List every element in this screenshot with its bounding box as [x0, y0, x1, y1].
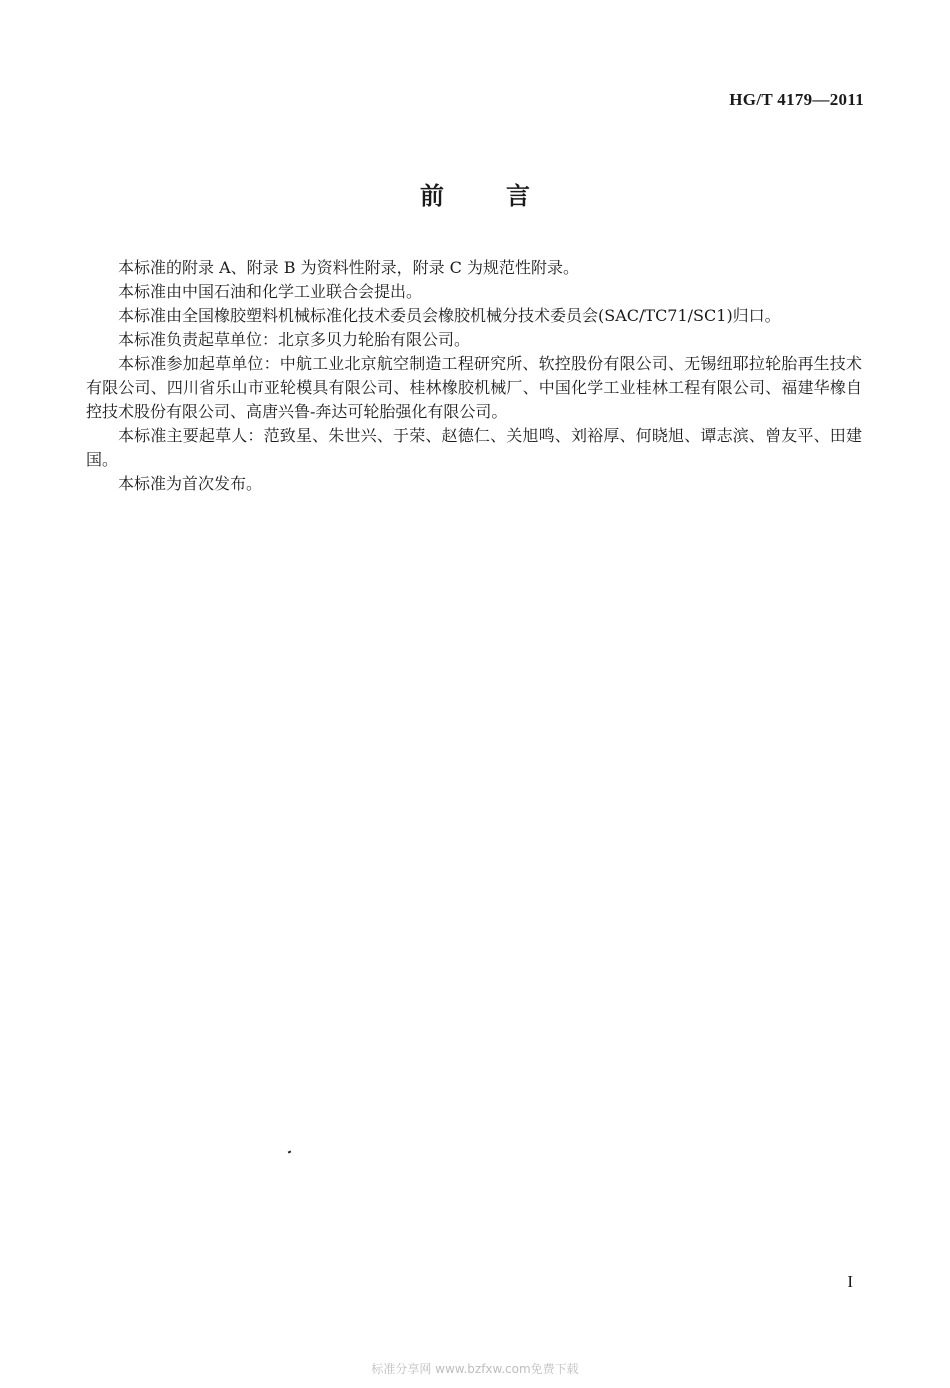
- watermark: 标准分享网 www.bzfxw.com免费下载: [371, 1362, 579, 1376]
- scan-speck: [288, 1150, 292, 1153]
- paragraph-proposer: 本标准由中国石油和化学工业联合会提出。: [118, 282, 423, 301]
- paragraph-main-drafters: 本标准主要起草人：范致星、朱世兴、于荣、赵德仁、关旭鸣、刘裕厚、何晓旭、谭志滨、曾友平、田建国。: [86, 426, 862, 469]
- paragraph-appendix: 本标准的附录 A、附录 B 为资料性附录，附录 C 为规范性附录。: [118, 258, 579, 277]
- page-title: 前言: [420, 182, 592, 210]
- paragraph-first-release: 本标准为首次发布。: [118, 474, 263, 493]
- foreword-body: [86, 256, 862, 496]
- standard-code: HG/T 4179—2011: [729, 90, 864, 109]
- paragraph-lead-drafter: 本标准负责起草单位：北京多贝力轮胎有限公司。: [118, 330, 471, 349]
- page-number: I: [847, 1272, 853, 1291]
- paragraph-participating-drafters: 本标准参加起草单位：中航工业北京航空制造工程研究所、软控股份有限公司、无锡纽耶拉轮胎再生技术有限公司、四川省乐山市亚轮模具有限公司、桂林橡胶机械厂、中国化学工业桂林工程有限公司、福建华橡自控技术股份有限公司、高唐兴鲁-奔达可轮胎强化有限公司。: [86, 354, 862, 421]
- paragraph-jurisdiction: 本标准由全国橡胶塑料机械标准化技术委员会橡胶机械分技术委员会(SAC/TC71/SC1)归口。: [118, 306, 781, 325]
